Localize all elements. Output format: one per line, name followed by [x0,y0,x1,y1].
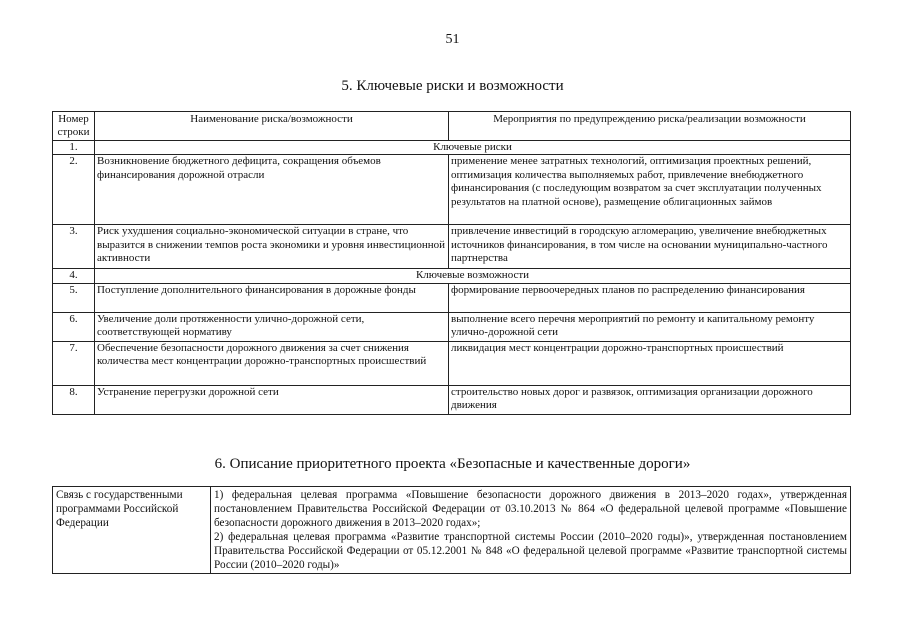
row-number: 1. [53,141,95,155]
risks-table [52,111,851,415]
program-link-label: Связь с государственными программами Российской Федерации [53,487,211,574]
table-row [53,269,851,283]
row-number: 7. [53,341,95,385]
opportunity-name: Поступление дополнительного финансирования в дорожные фонды [95,283,449,312]
row-number: 5. [53,283,95,312]
table-row [53,487,851,574]
opportunity-name: Увеличение доли протяженности улично-дорожной сети, соответствующей нормативу [95,312,449,341]
table-row [53,341,851,385]
opportunity-measures: формирование первоочередных планов по распределению финансирования [449,283,851,312]
table-row [53,385,851,414]
opportunity-measures: ликвидация мест концентрации дорожно-транспортных происшествий [449,341,851,385]
row-number: 6. [53,312,95,341]
table-row [53,312,851,341]
page-number: 51 [445,32,460,47]
risk-name: Возникновение бюджетного дефицита, сокращения объемов финансирования дорожной отрасли [95,155,449,225]
row-number: 4. [53,269,95,283]
table-row [53,155,851,225]
row-number: 2. [53,155,95,225]
section-6-title: 6. Описание приоритетного проекта «Безопасные и качественные дороги» [214,456,691,472]
risks-table-header [53,112,851,141]
program-item-1: 1) федеральная целевая программа «Повышение безопасности дорожного движения в 2013–2020 годах», утвержденная постановлением Правительства Российской Федерации от 03.10.2013 № 864 «О федеральной целевой программе «Повышение безопасности дорожного движения в 2013–2020 годах»; [214,489,847,529]
opportunity-measures: строительство новых дорог и развязок, оптимизация организации дорожного движения [449,385,851,414]
section-label: Ключевые риски [95,141,851,155]
table-row [53,225,851,269]
header-measures: Мероприятия по предупреждению риска/реализации возможности [449,112,851,141]
table-row [53,141,851,155]
risk-measures: применение менее затратных технологий, оптимизация проектных решений, оптимизация количества выполняемых работ, привлечение внебюджетного финансирования (с последующим возвратом за счет эксплуатации полученных результатов на платной основе), размещение облигационных займов [449,155,851,225]
program-item-2: 2) федеральная целевая программа «Развитие транспортной системы России (2010–2020 годы)», утвержденная постановлением Правительства Российской Федерации от 05.12.2001 № 848 «О федеральной целевой программе «Развитие транспортной системы России (2010–2020 годы)» [214,531,847,571]
section-label: Ключевые возможности [95,269,851,283]
section-5-title: 5. Ключевые риски и возможности [341,78,564,94]
table-row [53,283,851,312]
header-num: Номер строки [53,112,95,141]
row-number: 3. [53,225,95,269]
header-name: Наименование риска/возможности [95,112,449,141]
opportunity-name: Устранение перегрузки дорожной сети [95,385,449,414]
risk-name: Риск ухудшения социально-экономической ситуации в стране, что выразится в снижении темпов роста экономики и уровня инвестиционной активности [95,225,449,269]
opportunity-measures: выполнение всего перечня мероприятий по ремонту и капитальному ремонту улично-дорожной сети [449,312,851,341]
risk-measures: привлечение инвестиций в городскую агломерацию, увеличение внебюджетных источников финансирования, в том числе на основании муниципально-частного партнерства [449,225,851,269]
program-list [211,487,851,574]
row-number: 8. [53,385,95,414]
project-table [52,486,851,574]
opportunity-name: Обеспечение безопасности дорожного движения за счет снижения количества мест концентрации дорожно-транспортных происшествий [95,341,449,385]
